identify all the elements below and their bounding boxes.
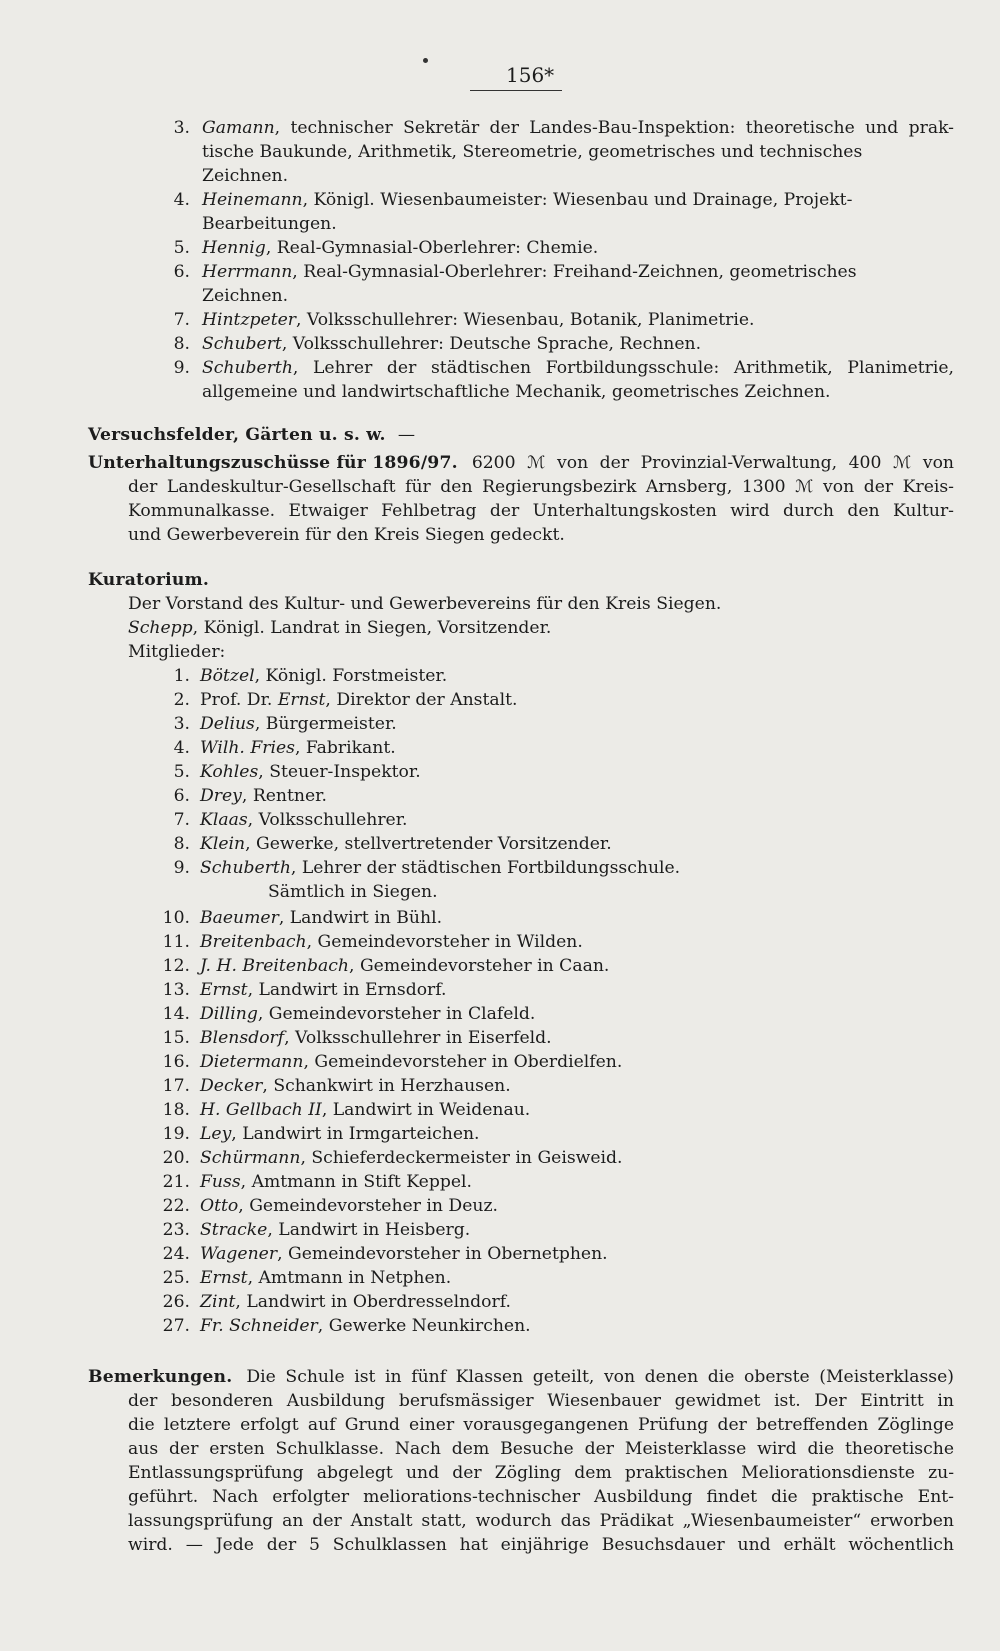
member-name: Stracke — [200, 1220, 268, 1240]
member-text: , Fabrikant. — [294, 738, 396, 758]
member-item — [160, 713, 397, 735]
kuratorium-vorstand: Der Vorstand des Kultur- und Gewerbevereins für den Kreis Siegen. — [128, 594, 722, 614]
member-name: Delius — [200, 714, 255, 734]
teacher-item — [170, 261, 857, 283]
member-name: J. H. Breitenbach — [200, 956, 350, 976]
member-name: Zint — [200, 1292, 236, 1312]
versuchsfelder-dash: — — [397, 425, 416, 445]
header-rule — [470, 90, 562, 91]
member-text: , Landwirt in Irmgarteichen. — [231, 1124, 480, 1144]
member-text: , Königl. Forstmeister. — [254, 666, 448, 686]
teacher-entry — [170, 310, 755, 330]
member-name: Decker — [200, 1076, 263, 1096]
bemerkungen-line: die letztere erfolgt auf Grund einer vorausgegangenen Prüfung der betreffenden Zöglinge — [128, 1415, 954, 1435]
bemerkungen-line: geführt. Nach erfolgter meliorations-technischer Ausbildung findet die praktische Ent- — [128, 1487, 954, 1507]
member-text: , Gewerke Neunkirchen. — [317, 1316, 531, 1336]
member-item — [160, 955, 609, 977]
teacher-continuation: Bearbeitungen. — [202, 214, 337, 234]
member-item — [160, 1123, 480, 1145]
item-number: 7. — [173, 310, 190, 330]
member-name: Dilling — [200, 1004, 258, 1024]
member-item — [160, 907, 442, 929]
member-text: , Gemeindevorsteher in Caan. — [349, 956, 610, 976]
member-item — [160, 737, 396, 759]
member-item — [160, 1027, 552, 1049]
teacher-continuation: Zeichnen. — [202, 166, 289, 186]
unterhaltung-line: der Landeskultur-Gesellschaft für den Regierungsbezirk Arnsberg, 1300 ℳ von der Kreis- — [128, 477, 954, 497]
member-number: 14. — [162, 1004, 190, 1024]
member-text: , Volksschullehrer. — [247, 810, 408, 830]
member-number: 3. — [173, 714, 190, 734]
teacher-name: Schuberth — [202, 358, 293, 378]
member-text: , Volksschullehrer in Eiserfeld. — [284, 1028, 552, 1048]
bemerkungen-line: aus der ersten Schulklasse. Nach dem Besuche der Meisterklasse wird die theoretische — [128, 1439, 954, 1459]
unterhaltung-line-1 — [88, 452, 954, 474]
teacher-item — [170, 237, 954, 259]
member-item — [160, 833, 612, 855]
teacher-text: , Real-Gymnasial-Oberlehrer: Chemie. — [265, 238, 599, 258]
member-number: 26. — [162, 1292, 190, 1312]
member-name: Wilh. Fries — [200, 738, 295, 758]
member-title: Prof. Dr. — [200, 690, 278, 710]
teacher-entry — [170, 118, 954, 138]
chair-name: Schepp — [128, 618, 193, 638]
unterhaltung-line: und Gewerbeverein für den Kreis Siegen gedeckt. — [128, 525, 565, 545]
member-name: Otto — [200, 1196, 239, 1216]
bemerkungen-line: lassungsprüfung an der Anstalt statt, wodurch das Prädikat „Wiesenbaumeister“ erworben — [128, 1511, 954, 1531]
section-heading-versuchsfelder — [88, 424, 415, 446]
member-item — [160, 1195, 498, 1217]
member-item — [160, 1003, 535, 1025]
member-name: Ley — [200, 1124, 232, 1144]
teacher-text: , Volksschullehrer: Wiesenbau, Botanik, Planimetrie. — [296, 310, 755, 330]
bemerkungen-heading: Bemerkungen. — [88, 1367, 233, 1387]
unterhaltung-heading: Unterhaltungszuschüsse für 1896/97. — [88, 453, 458, 473]
section-heading-kuratorium: Kuratorium. — [88, 570, 210, 590]
member-number: 5. — [173, 762, 190, 782]
teacher-name: Heinemann — [202, 190, 303, 210]
teacher-text: , Lehrer der städtischen Fortbildungsschule: Arithmetik, Planimetrie, — [292, 358, 954, 378]
member-name: Klein — [200, 834, 246, 854]
member-name: Ernst — [200, 980, 248, 1000]
teacher-entry — [170, 262, 857, 282]
member-item — [160, 1267, 451, 1289]
member-item — [160, 1219, 470, 1241]
teacher-text: , Real-Gymnasial-Oberlehrer: Freihand-Zeichnen, geometrisches — [292, 262, 857, 282]
page-number: 156* — [506, 63, 555, 87]
member-name: Bötzel — [200, 666, 255, 686]
member-number: 8. — [173, 834, 190, 854]
teacher-item — [170, 117, 954, 139]
bemerkungen-line: Entlassungsprüfung abgelegt und der Zögling dem praktischen Meliorationsdienste zu- — [128, 1463, 954, 1483]
teacher-item — [170, 309, 954, 331]
bemerkungen-line-1 — [88, 1366, 954, 1388]
member-item — [160, 689, 518, 711]
bemerkungen-line: der besonderen Ausbildung berufsmässiger Wiesenbauer gewidmet ist. Der Eintritt in — [128, 1391, 954, 1411]
teacher-name: Schubert — [202, 334, 282, 354]
member-text: , Schieferdeckermeister in Geisweid. — [300, 1148, 623, 1168]
members-label: Mitglieder: — [128, 642, 226, 662]
member-text: , Gewerke, stellvertretender Vorsitzender. — [245, 834, 612, 854]
teacher-entry — [170, 238, 598, 258]
member-number: 24. — [162, 1244, 190, 1264]
teacher-item — [170, 333, 954, 355]
teacher-text: , Königl. Wiesenbaumeister: Wiesenbau und Drainage, Projekt- — [302, 190, 853, 210]
teacher-entry — [170, 358, 954, 378]
member-text: , Direktor der Anstalt. — [325, 690, 518, 710]
teacher-name: Gamann — [202, 118, 275, 138]
member-text: , Rentner. — [241, 786, 327, 806]
item-number: 3. — [173, 118, 190, 138]
member-name: Ernst — [277, 690, 326, 710]
member-text: , Schankwirt in Herzhausen. — [262, 1076, 511, 1096]
member-number: 16. — [162, 1052, 190, 1072]
member-text: , Steuer-Inspektor. — [258, 762, 421, 782]
member-item — [160, 665, 447, 687]
member-text: , Gemeindevorsteher in Wilden. — [306, 932, 583, 952]
member-name: Schuberth — [200, 858, 291, 878]
member-item — [160, 1147, 623, 1169]
member-item — [160, 931, 583, 953]
member-text: , Landwirt in Heisberg. — [267, 1220, 471, 1240]
member-item — [160, 1315, 531, 1337]
item-number: 8. — [173, 334, 190, 354]
member-item — [160, 1051, 622, 1073]
member-number: 13. — [162, 980, 190, 1000]
member-text: , Gemeindevorsteher in Clafeld. — [257, 1004, 536, 1024]
member-number: 7. — [173, 810, 190, 830]
member-name: Kohles — [200, 762, 259, 782]
teacher-text: , technischer Sekretär der Landes-Bau-Inspektion: theoretische und prak- — [274, 118, 954, 138]
member-text: , Gemeindevorsteher in Obernetphen. — [277, 1244, 608, 1264]
member-name: Baeumer — [200, 908, 279, 928]
teacher-continuation: Zeichnen. — [202, 286, 289, 306]
unterhaltung-text: 6200 ℳ von der Provinzial-Verwaltung, 400 ℳ von — [471, 453, 954, 473]
member-name: Wagener — [200, 1244, 278, 1264]
member-number: 25. — [162, 1268, 190, 1288]
member-text: , Gemeindevorsteher in Oberdielfen. — [303, 1052, 623, 1072]
member-number: 1. — [173, 666, 190, 686]
member-name: Klaas — [200, 810, 248, 830]
teacher-item — [170, 357, 954, 379]
item-number: 9. — [173, 358, 190, 378]
member-text: , Landwirt in Ernsdorf. — [247, 980, 447, 1000]
versuchsfelder-heading: Versuchsfelder, Gärten u. s. w. — [88, 425, 386, 445]
member-name: Blensdorf — [200, 1028, 285, 1048]
member-name: Breitenbach — [200, 932, 307, 952]
member-item — [160, 1171, 472, 1193]
member-number: 19. — [162, 1124, 190, 1144]
kuratorium-chair — [128, 617, 551, 639]
member-number: 27. — [162, 1316, 190, 1336]
member-item — [160, 1075, 511, 1097]
member-text: , Landwirt in Oberdresselndorf. — [235, 1292, 511, 1312]
member-item — [160, 785, 327, 807]
teacher-text: , Volksschullehrer: Deutsche Sprache, Rechnen. — [281, 334, 702, 354]
members-location-note: Sämtlich in Siegen. — [268, 882, 438, 902]
member-name: H. Gellbach II — [200, 1100, 322, 1120]
member-number: 9. — [173, 858, 190, 878]
member-number: 17. — [162, 1076, 190, 1096]
member-number: 21. — [162, 1172, 190, 1192]
member-item — [160, 761, 421, 783]
member-number: 6. — [173, 786, 190, 806]
bemerkungen-line: wird. — Jede der 5 Schulklassen hat einjährige Besuchsdauer und erhält wöchentlich — [128, 1535, 954, 1555]
member-number: 23. — [162, 1220, 190, 1240]
member-number: 4. — [173, 738, 190, 758]
member-text: , Landwirt in Bühl. — [278, 908, 443, 928]
member-item — [160, 1243, 608, 1265]
member-text: , Landwirt in Weidenau. — [321, 1100, 531, 1120]
teacher-continuation: allgemeine und landwirtschaftliche Mechanik, geometrisches Zeichnen. — [202, 382, 831, 402]
unterhaltung-line: Kommunalkasse. Etwaiger Fehlbetrag der Unterhaltungskosten wird durch den Kultur- — [128, 501, 954, 521]
teacher-name: Herrmann — [202, 262, 293, 282]
member-number: 20. — [162, 1148, 190, 1168]
member-name: Dietermann — [200, 1052, 304, 1072]
page-mark-dot — [423, 58, 428, 63]
member-number: 15. — [162, 1028, 190, 1048]
member-name: Ernst — [200, 1268, 248, 1288]
item-number: 5. — [173, 238, 190, 258]
member-name: Fuss — [200, 1172, 241, 1192]
member-text: , Gemeindevorsteher in Deuz. — [238, 1196, 498, 1216]
member-text: , Lehrer der städtischen Fortbildungsschule. — [290, 858, 681, 878]
member-text: , Bürgermeister. — [254, 714, 397, 734]
member-item — [160, 979, 446, 1001]
member-item — [160, 1099, 530, 1121]
member-number: 11. — [162, 932, 190, 952]
chair-text: , Königl. Landrat in Siegen, Vorsitzender. — [192, 618, 552, 638]
member-text: , Amtmann in Netphen. — [247, 1268, 452, 1288]
teacher-entry — [170, 334, 701, 354]
member-item — [160, 1291, 511, 1313]
member-number: 12. — [162, 956, 190, 976]
member-item — [160, 809, 408, 831]
teacher-entry — [170, 190, 852, 210]
teacher-name: Hennig — [202, 238, 266, 258]
member-number: 22. — [162, 1196, 190, 1216]
member-name: Schürmann — [200, 1148, 301, 1168]
member-number: 10. — [162, 908, 190, 928]
member-number: 18. — [162, 1100, 190, 1120]
member-item — [160, 857, 680, 879]
member-number: 2. — [173, 690, 190, 710]
teacher-item — [170, 189, 852, 211]
member-text: , Amtmann in Stift Keppel. — [240, 1172, 472, 1192]
bemerkungen-text: Die Schule ist in fünf Klassen geteilt, von denen die oberste (Meisterklasse) — [246, 1367, 954, 1387]
item-number: 6. — [173, 262, 190, 282]
teacher-name: Hintzpeter — [202, 310, 296, 330]
item-number: 4. — [173, 190, 190, 210]
member-name: Drey — [200, 786, 242, 806]
teacher-continuation: tische Baukunde, Arithmetik, Stereometrie, geometrisches und technisches — [202, 142, 863, 162]
member-name: Fr. Schneider — [200, 1316, 318, 1336]
